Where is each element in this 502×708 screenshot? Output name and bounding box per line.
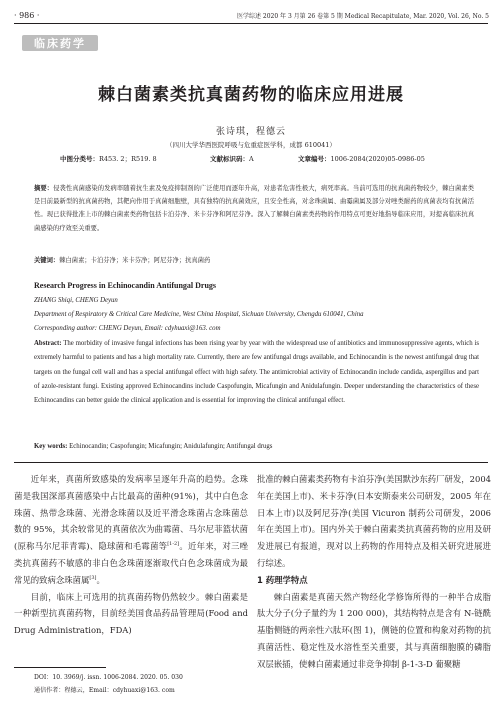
article-title-cn: 棘白菌素类抗真菌药物的临床应用进展: [98, 85, 404, 105]
section-tag: 临床药学: [22, 35, 98, 51]
body-divider: [14, 462, 488, 463]
body-column-right: [257, 471, 491, 673]
affiliation-cn: （四川大学华西医院呼吸与危重症医学科，成都 610041）: [166, 141, 336, 149]
authors-cn: 张诗琪，程德云: [215, 127, 286, 137]
abstract-cn: 摘要：侵袭性真菌感染的发病率随着抗生素及免疫抑制剂的广泛使用而逐年升高，对患者危害性极大，病死率高。当前可选用的抗真菌药物较少，棘白菌素类是目前最新型的抗真菌药物，其靶向作用于真菌细胞壁，具有独特的抗真菌效应，且安全性高，对念珠菌属、曲霉菌属及部分对唑类耐药的真菌表均有抗菌活性。现已获得批准上市的棘白菌素类药物包括卡泊芬净、米卡芬净和阿尼芬净。深入了解棘白菌素类药物的作用特点可更好地指导临床应用，对提高临床抗真菌感染的疗效至关重要。: [34, 185, 475, 232]
paragraph: 近年来，真菌所致感染的发病率呈逐年升高的趋势。念珠菌是我国深部真菌感染中占比最高的菌种(91%)，其中白色念珠菌、热带念珠菌、光滑念珠菌以及近平滑念珠菌占念珠菌总数的 95%，其余较常见的真菌依次为曲霉菌、马尔尼菲篮状菌(原称马尔尼菲青霉)、隐球菌和毛霉菌等[1-2]。近年来，对三唑类抗真菌药不敏感的非白色念珠菌逐渐取代白色念珠菌成为最常见的致病念珠菌属[3]。: [14, 474, 248, 585]
keywords-cn: 关键词：棘白菌素；卡泊芬净；米卡芬净；阿尼芬净；抗真菌药: [34, 257, 211, 264]
article-title-en: Research Progress in Echinocandin Antifungal Drugs: [34, 281, 217, 290]
section-heading: 1 药理学特点: [257, 574, 308, 585]
citation[interactable]: [1-2]: [167, 541, 180, 548]
journal-running-header: 医学综述 2020 年 3 月第 26 卷第 5 期 Medical Recapitulate, Mar. 2020, Vol. 26, No. 5: [236, 13, 489, 20]
footnote-doi: DOI：10. 3969/j. issn. 1006-2084. 2020. 05. 030: [34, 674, 183, 681]
clc-number: 中图分类号：R453. 2；R519. 8: [60, 155, 157, 163]
header-rule: [14, 23, 488, 24]
document-code: 文献标识码：A: [210, 155, 254, 163]
paragraph: 批准的棘白菌素类药物有卡泊芬净(美国默沙东药厂研发，2004 年在美国上市)、米卡芬净(日本安斯泰来公司研发，2005 年在日本上市)以及阿尼芬净(美国 Vicuron 制药公司研发，2006 年在美国上市)。国内外关于棘白菌素类抗真菌药物的应用及研发进展已有报道，现对以上药物的作用特点及相关研究进展进行综述。: [257, 474, 491, 568]
citation[interactable]: [3]: [89, 574, 97, 581]
page-number: · 986 ·: [14, 11, 40, 20]
footnote-corresponding: 通信作者：程德云，Email：cdyhuaxi@163. com: [34, 687, 175, 694]
paragraph: 棘白菌素是真菌天然产物经化学修饰所得的一种半合成脂肽大分子(分子量约为 1 200 000)，其结构特点是含有 N-链酰基脂侧链的两亲性六肽环(图 1)，侧链的位置和构象对药物的抗真菌活性、稳定性及水溶性至关重要，其与真菌细胞膜的磷脂双层嵌插，使棘白菌素通过非竞争抑制 β-1-3-D 葡聚糖: [257, 591, 491, 669]
body-column-left: [14, 471, 248, 639]
keywords-en: Key words: Echinocandin; Caspofungin; Micafungin; Anidulafungin; Antifungal drugs: [34, 443, 273, 450]
footnote-rule: [14, 667, 106, 668]
paragraph: 目前，临床上可选用的抗真菌药物仍然较少。棘白菌素是一种新型抗真菌药物，目前经美国食品药品管理局(Food and Drug Administration，FDA): [14, 591, 248, 636]
corresponding-author-en: Corresponding author: CHENG Deyun, Email: cdyhuaxi@163. com: [34, 325, 221, 332]
affiliation-en: Department of Respiratory & Critical Care Medicine, West China Hospital, Sichuan University, Chengdu 610041, China: [34, 311, 364, 318]
abstract-en: Abstract: The morbidity of invasive fungal infections has been rising year by year with the widespread use of antibiotics and immunosuppressive agents, which is extremely harmful to patients and has a high mortality rate. Currently, there are few antifungal drugs available, and Echinocandin is the newest antifungal drug that targets on the fungal cell wall and has a special antifungal effect with high safety. The antimicrobial activity of Echinocandin include candida, aspergillus and part of azole-resistant fungi. Existing approved Echinocandins include Caspofungin, Micafungin and Anidulafungin. Deeper understanding the characteristics of these Echinocandins can better guide the clinical application and is essential for improving the clinical antifungal effect.: [34, 340, 479, 405]
authors-en: ZHANG Shiqi, CHENG Deyun: [34, 297, 118, 304]
article-number: 文章编号：1006-2084(2020)05-0986-05: [298, 155, 425, 163]
